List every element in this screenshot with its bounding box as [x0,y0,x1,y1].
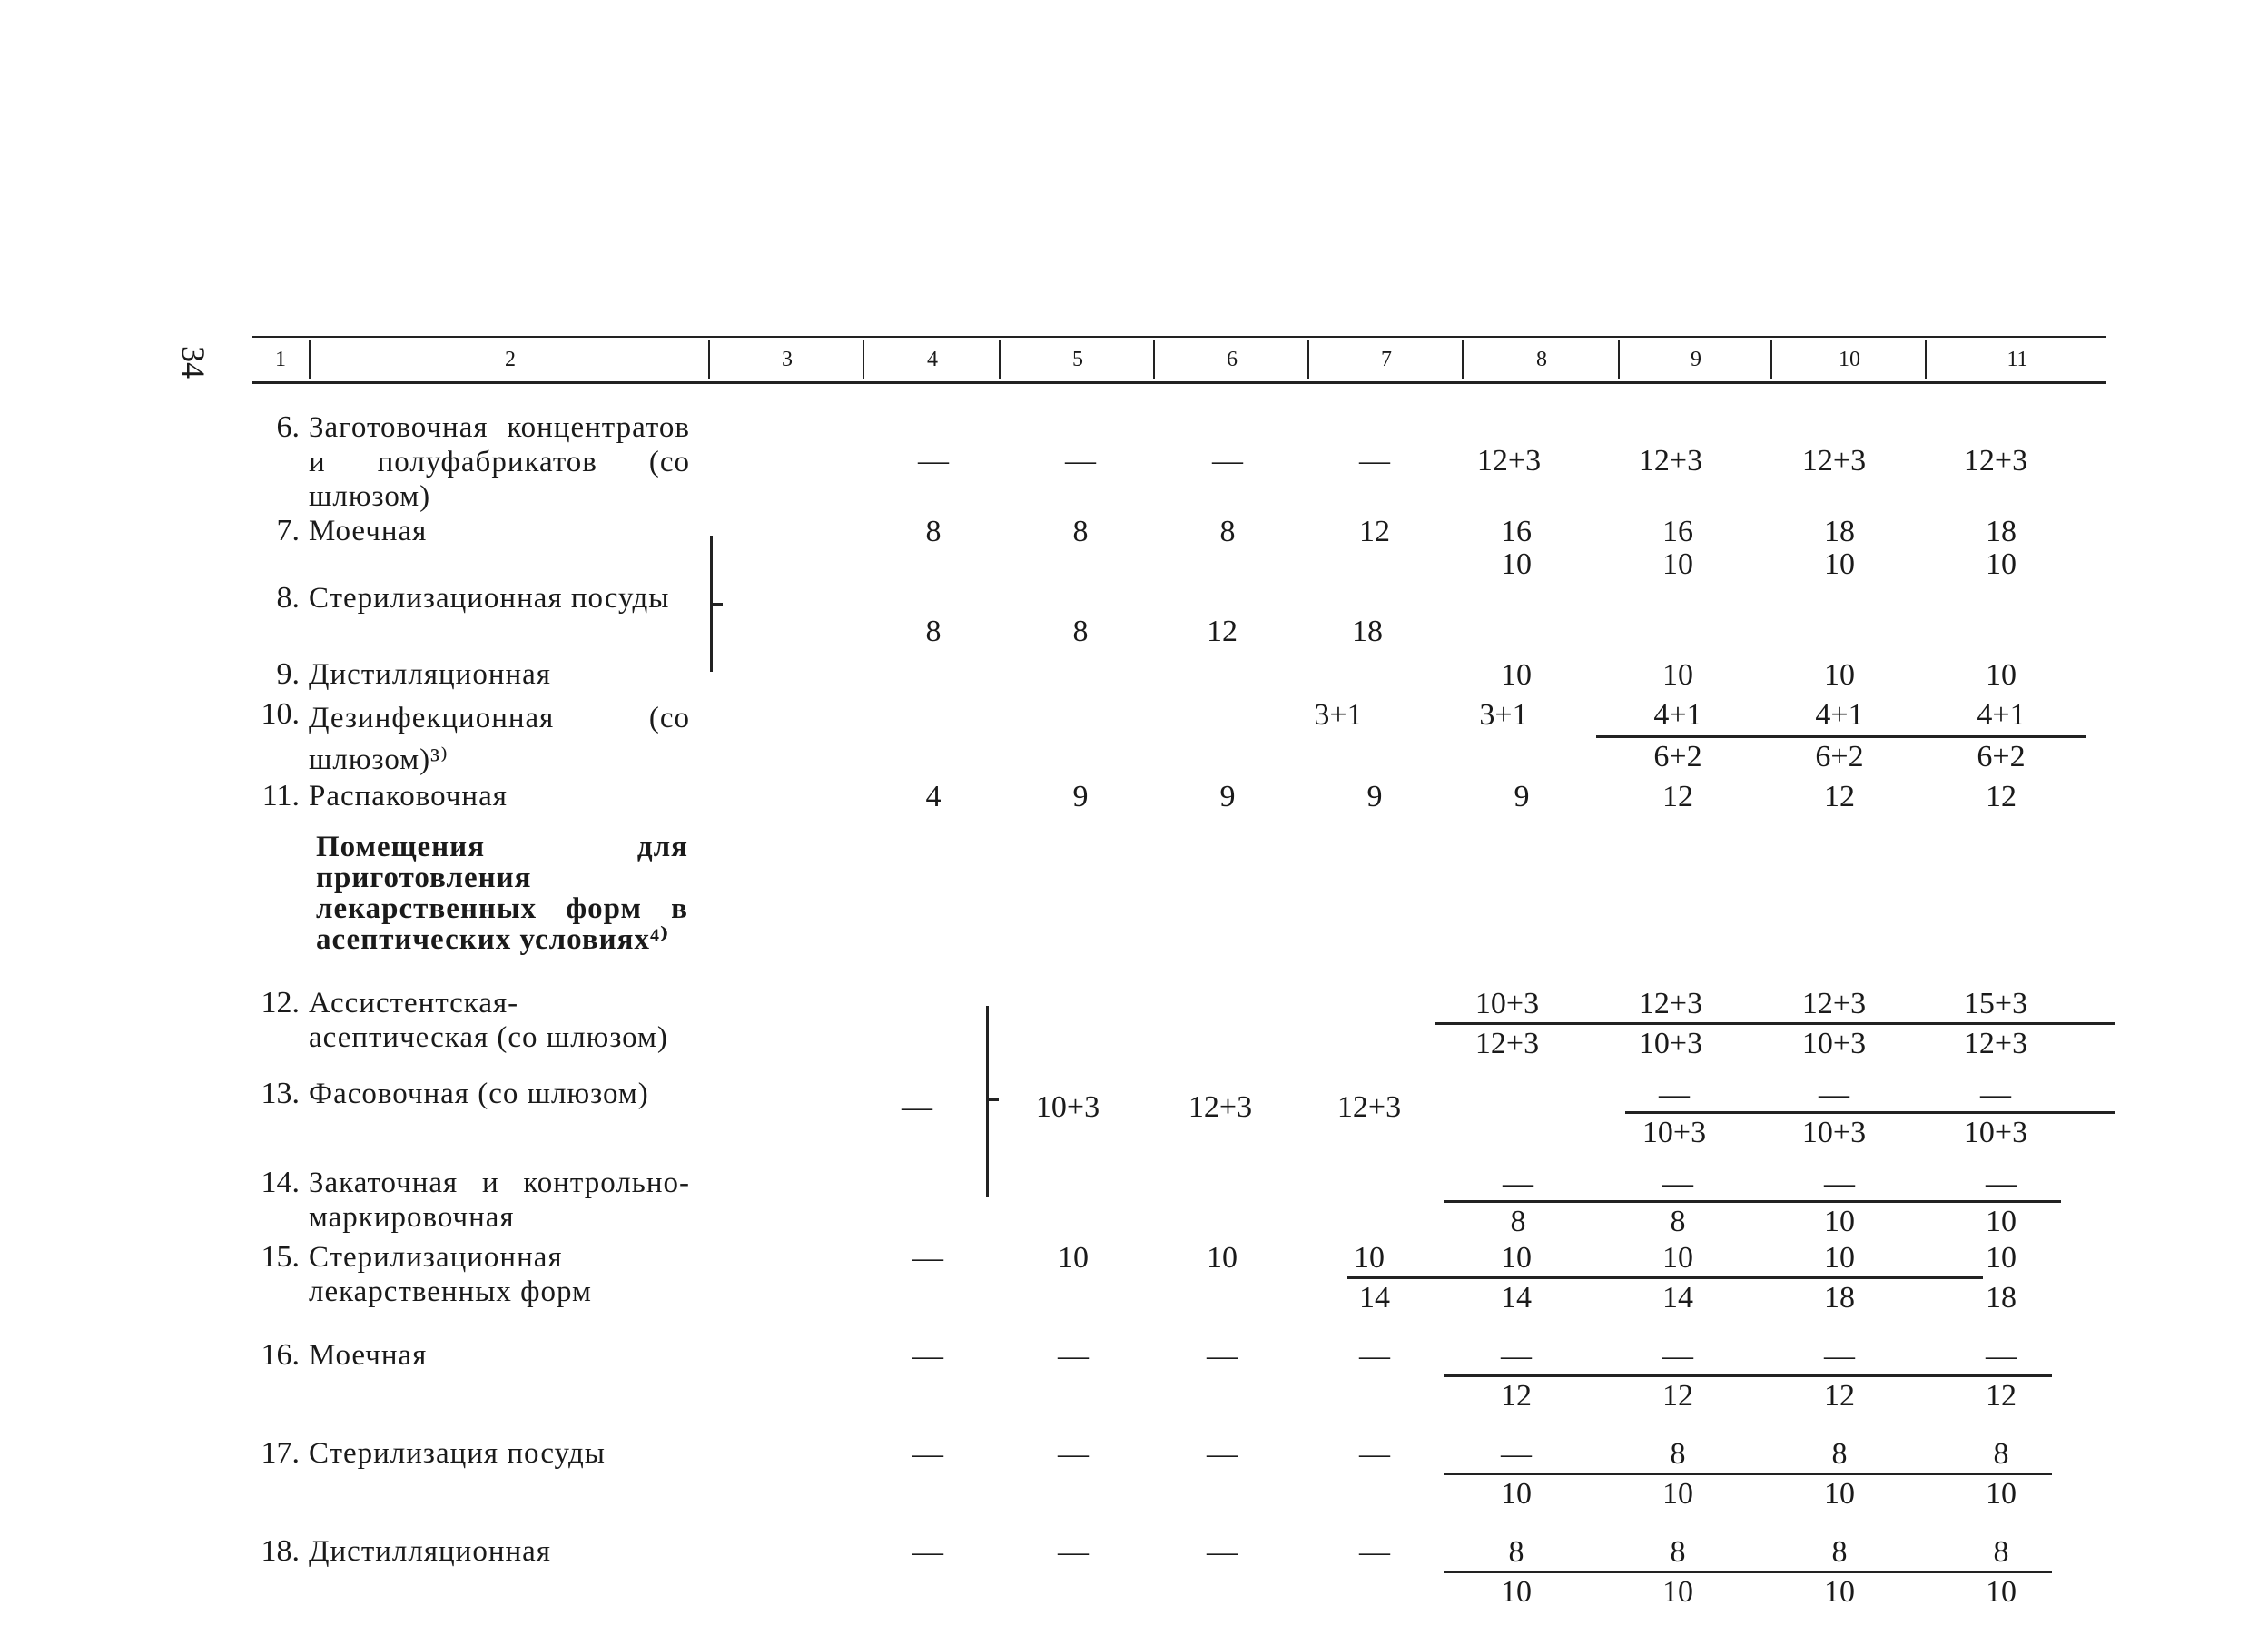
cell-col6: — [1207,1437,1238,1471]
cell-col8: 10 [1501,658,1532,692]
cell-col8-top: 10+3 [1474,987,1540,1020]
column-header-4: 4 [863,340,1001,379]
row-label: Заготовочная концентратов и полуфабрикатов (со шлюзом) [309,411,690,513]
column-header-5: 5 [999,340,1155,379]
fraction-line [1444,1473,2052,1475]
cell-col9-top: 8 [1670,1437,1686,1471]
cell-col10-bottom: 10+3 [1801,1116,1867,1149]
cell-col10-bottom: 10 [1824,1575,1855,1609]
brace-tip [710,603,723,606]
cell-col9-top: 8 [1670,1535,1686,1569]
cell-col8: 12+3 [1476,444,1542,478]
cell-col6: 10 [1207,1241,1238,1275]
row-number: 6. [276,410,300,444]
row-number: 18. [261,1534,300,1568]
fraction-line [1435,1022,2115,1025]
cell-col11-bottom: 12 [1986,1379,2017,1413]
cell-col9-bottom: 6+2 [1653,740,1702,773]
cell-col11-top: — [1986,1167,2017,1200]
row-number: 11. [261,779,300,813]
cell-col8-top: — [1503,1167,1533,1200]
cell-col6: 8 [1219,515,1236,548]
fraction-line [1760,735,1923,738]
cell-col11-bottom: 10 [1986,1477,2017,1511]
cell-col4: — [902,1090,932,1124]
cell-col10-top: 8 [1831,1437,1848,1471]
cell-col10-bottom: 10 [1824,1477,1855,1511]
column-header-1: 1 [275,348,286,371]
cell-col11-top: — [1986,1339,2017,1373]
row-label: Ассистентская-асептическая (со шлюзом) [309,987,668,1054]
row-label: Стерилизация посуды [309,1437,606,1470]
cell-col9-bottom: 14 [1662,1281,1693,1315]
column-header-2: 2 [309,340,710,379]
row-number: 15. [261,1240,300,1274]
cell-col10-top: 10 [1824,1241,1855,1275]
cell-col11-bottom: 10 [1986,1205,2017,1238]
cell-col9-bottom: 12 [1662,1379,1693,1413]
row-label: Стерилизационная лекарственных форм [309,1241,592,1308]
cell-col4: — [918,444,949,478]
cell-col8-bottom: 14 [1501,1281,1532,1315]
cell-col10-top: — [1819,1078,1849,1111]
section-heading: Помещения для приготовления лекарственных форм в асептических условиях⁴⁾ [316,831,688,956]
cell-col10: 12+3 [1801,444,1867,478]
row-number: 17. [261,1436,300,1470]
cell-col11: 10 [1986,658,2017,692]
cell-col5: 9 [1072,780,1089,813]
cell-col9-bottom: 8 [1670,1205,1686,1238]
cell-col4: 4 [925,780,942,813]
cell-col8-top: — [1501,1339,1532,1373]
cell-col5: 10 [1058,1241,1089,1275]
cell-col11-top: 10 [1986,1241,2017,1275]
row-label: Распаковочная [309,780,508,813]
cell-col7: 12 [1359,515,1390,548]
cell-col7-bottom: 14 [1359,1281,1390,1315]
cell-col5: 10+3 [1035,1090,1100,1124]
cell-col6: 12 [1207,615,1238,648]
cell-col10: 10 [1824,658,1855,692]
cell-col7-top: 10 [1354,1241,1385,1275]
row-number: 13. [261,1077,300,1110]
cell-col11: 12 [1986,780,2017,813]
cell-col9-bottom: 10 [1662,1477,1693,1511]
column-header-10: 10 [1770,340,1927,379]
cell-col7: 3+1 [1314,698,1363,732]
cell-col8-top: 10 [1501,1241,1532,1275]
cell-col9-bottom: 10+3 [1642,1116,1707,1149]
cell-col9-top: 12+3 [1638,987,1703,1020]
row-number: 16. [261,1338,300,1372]
cell-col11-top: 4+1 [1977,698,2026,732]
cell-col11-bottom: 10+3 [1963,1116,2028,1149]
fraction-line [1923,735,2086,738]
fraction-line [1596,735,1760,738]
cell-col10: 12 [1824,780,1855,813]
page-number: 34 [175,346,212,379]
column-header-6: 6 [1153,340,1309,379]
fraction-line [1444,1374,2052,1377]
cell-col7: — [1359,444,1390,478]
cell-col10-top: 12+3 [1801,987,1867,1020]
cell-col4: — [912,1339,943,1373]
cell-col9-bottom: 10 [1662,1575,1693,1609]
cell-col4: 8 [925,515,942,548]
cell-col11-top: — [1980,1078,2011,1111]
row-number: 14. [261,1166,300,1199]
cell-col10-bottom: 10 [1824,1205,1855,1238]
cell-col11-bottom: 10 [1986,547,2017,581]
column-header-9: 9 [1618,340,1772,379]
cell-col8: 3+1 [1479,698,1528,732]
cell-col4: — [912,1437,943,1471]
cell-col11-bottom: 10 [1986,1575,2017,1609]
column-header-11: 11 [1925,340,2108,379]
cell-col5: — [1058,1339,1089,1373]
cell-col10-bottom: 10 [1824,547,1855,581]
cell-col10-bottom: 18 [1824,1281,1855,1315]
column-header-3: 3 [708,340,864,379]
cell-col9-top: 10 [1662,1241,1693,1275]
cell-col8-top: 8 [1508,1535,1524,1569]
cell-col7: 9 [1366,780,1383,813]
cell-col9-top: — [1662,1339,1693,1373]
cell-col8-bottom: 12 [1501,1379,1532,1413]
row-label: Дистилляционная [309,658,551,691]
cell-col9: 12+3 [1638,444,1703,478]
cell-col7: — [1359,1535,1390,1569]
cell-col5: — [1058,1535,1089,1569]
cell-col11-bottom: 18 [1986,1281,2017,1315]
cell-col8-bottom: 10 [1501,1575,1532,1609]
cell-col6: 9 [1219,780,1236,813]
cell-col10-top: 8 [1831,1535,1848,1569]
cell-col9-bottom: 10+3 [1638,1027,1703,1060]
cell-col10-top: — [1824,1339,1855,1373]
row-number: 8. [276,581,300,615]
cell-col4: 8 [925,615,942,648]
row-label: Моечная [309,1339,428,1372]
cell-col11-top: 8 [1993,1437,2009,1471]
cell-col10-top: 18 [1824,515,1855,548]
cell-col5: — [1058,1437,1089,1471]
cell-col10-bottom: 10+3 [1801,1027,1867,1060]
cell-col6: — [1207,1535,1238,1569]
cell-col10-bottom: 12 [1824,1379,1855,1413]
cell-col11: 12+3 [1963,444,2028,478]
fraction-line [1444,1571,2052,1573]
cell-col9-bottom: 10 [1662,547,1693,581]
fraction-line [1347,1276,1983,1279]
row-label: Дистилляционная [309,1535,551,1568]
cell-col10-top: 4+1 [1815,698,1864,732]
cell-col7: — [1359,1339,1390,1373]
cell-col7: 18 [1352,615,1383,648]
cell-col11-bottom: 6+2 [1977,740,2026,773]
cell-col8-bottom: 8 [1510,1205,1526,1238]
cell-col9-top: — [1659,1078,1690,1111]
row-number: 7. [276,514,300,547]
row-label: Фасовочная (со шлюзом) [309,1078,649,1110]
cell-col9: 12 [1662,780,1693,813]
cell-col8-bottom: 12+3 [1474,1027,1540,1060]
cell-col8: 9 [1514,780,1530,813]
row-number: 12. [261,986,300,1020]
column-header-7: 7 [1307,340,1464,379]
cell-col6: — [1212,444,1243,478]
row-label: Закаточная и контрольно-маркировочная [309,1167,690,1234]
cell-col5: — [1065,444,1096,478]
cell-col10-bottom: 6+2 [1815,740,1864,773]
cell-col9-top: — [1662,1167,1693,1200]
cell-col10-top: — [1824,1167,1855,1200]
cell-col8-bottom: 10 [1501,547,1532,581]
row-number: 10. [261,697,300,731]
row-number: 9. [276,657,300,691]
row-label: Стерилизационная посуды [309,582,670,615]
cell-col11-bottom: 12+3 [1963,1027,2028,1060]
row-label: Дезинфекционная (со шлюзом)³⁾ [309,702,690,776]
cell-col9: 10 [1662,658,1693,692]
cell-col7: 12+3 [1336,1090,1402,1124]
cell-col4: — [912,1241,943,1275]
cell-col9-top: 4+1 [1653,698,1702,732]
column-header-8: 8 [1462,340,1620,379]
cell-col8-bottom: 10 [1501,1477,1532,1511]
cell-col5: 8 [1072,515,1089,548]
cell-col5: 8 [1072,615,1089,648]
row-label: Моечная [309,515,428,547]
cell-col8-top: — [1501,1437,1532,1471]
cell-col4: — [912,1535,943,1569]
cell-col11-top: 18 [1986,515,2017,548]
cell-col7: — [1359,1437,1390,1471]
cell-col6: 12+3 [1188,1090,1253,1124]
cell-col6: — [1207,1339,1238,1373]
cell-col11-top: 8 [1993,1535,2009,1569]
cell-col8-top: 16 [1501,515,1532,548]
cell-col9-top: 16 [1662,515,1693,548]
cell-col11-top: 15+3 [1963,987,2028,1020]
